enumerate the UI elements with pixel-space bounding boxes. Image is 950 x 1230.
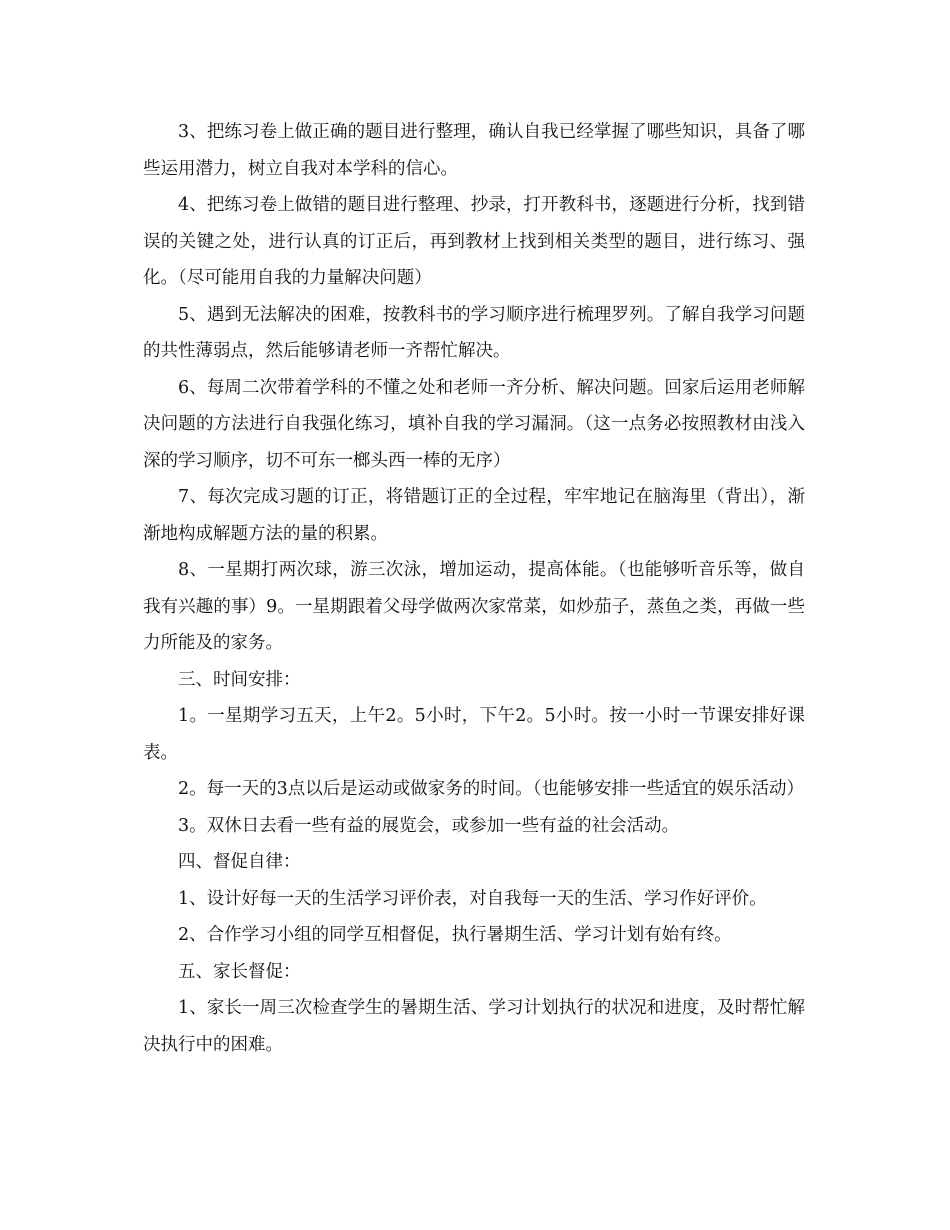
schedule-item-2: 2。每一天的3点以后是运动或做家务的时间。（也能够安排一些适宜的娱乐活动） [178, 779, 805, 799]
self-discipline-item-2: 2、合作学习小组的同学互相督促，执行暑期生活、学习计划有始有终。 [178, 925, 732, 945]
parent-supervision-item-1: 1、家长一周三次检查学生的暑期生活、学习计划执行的状况和进度，及时帮忙解决执行中的困难。 [143, 998, 805, 1055]
paragraph-item-7: 7、每次完成习题的订正，将错题订正的全过程，牢牢地记在脑海里（背出），渐渐地构成解题方法的量的积累。 [143, 487, 805, 544]
section-heading-schedule: 三、时间安排： [178, 669, 301, 690]
schedule-item-1: 1。一星期学习五天，上午2。5小时，下午2。5小时。按一小时一节课安排好课表。 [143, 706, 805, 763]
document-body [143, 114, 805, 1063]
section-heading-parent-supervision: 五、家长督促： [178, 961, 301, 982]
paragraph-item-5: 5、遇到无法解决的困难，按教科书的学习顺序进行梳理罗列。了解自我学习问题的共性薄弱点，然后能够请老师一齐帮忙解决。 [143, 304, 805, 361]
paragraph-item-3: 3、把练习卷上做正确的题目进行整理，确认自我已经掌握了哪些知识，具备了哪些运用潜力，树立自我对本学科的信心。 [143, 122, 805, 179]
section-heading-self-discipline: 四、督促自律： [178, 852, 301, 872]
schedule-item-3: 3。双休日去看一些有益的展览会，或参加一些有益的社会活动。 [178, 815, 680, 836]
paragraph-item-8-9: 8、一星期打两次球，游三次泳，增加运动，提高体能。（也能够听音乐等，做自我有兴趣的事）9。一星期跟着父母学做两次家常菜，如炒茄子，蒸鱼之类，再做一些力所能及的家务。 [143, 560, 805, 653]
paragraph-item-6: 6、每周二次带着学科的不懂之处和老师一齐分析、解决问题。回家后运用老师解决问题的方法进行自我强化练习，填补自我的学习漏洞。（这一点务必按照教材由浅入深的学习顺序，切不可东一榔头西一棒的无序） [143, 377, 805, 471]
paragraph-item-4: 4、把练习卷上做错的题目进行整理、抄录，打开教科书，逐题进行分析，找到错误的关键之处，进行认真的订正后，再到教材上找到相关类型的题目，进行练习、强化。（尽可能用自我的力量解决问题） [143, 195, 805, 288]
self-discipline-item-1: 1、设计好每一天的生活学习评价表，对自我每一天的生活、学习作好评价。 [178, 888, 767, 909]
